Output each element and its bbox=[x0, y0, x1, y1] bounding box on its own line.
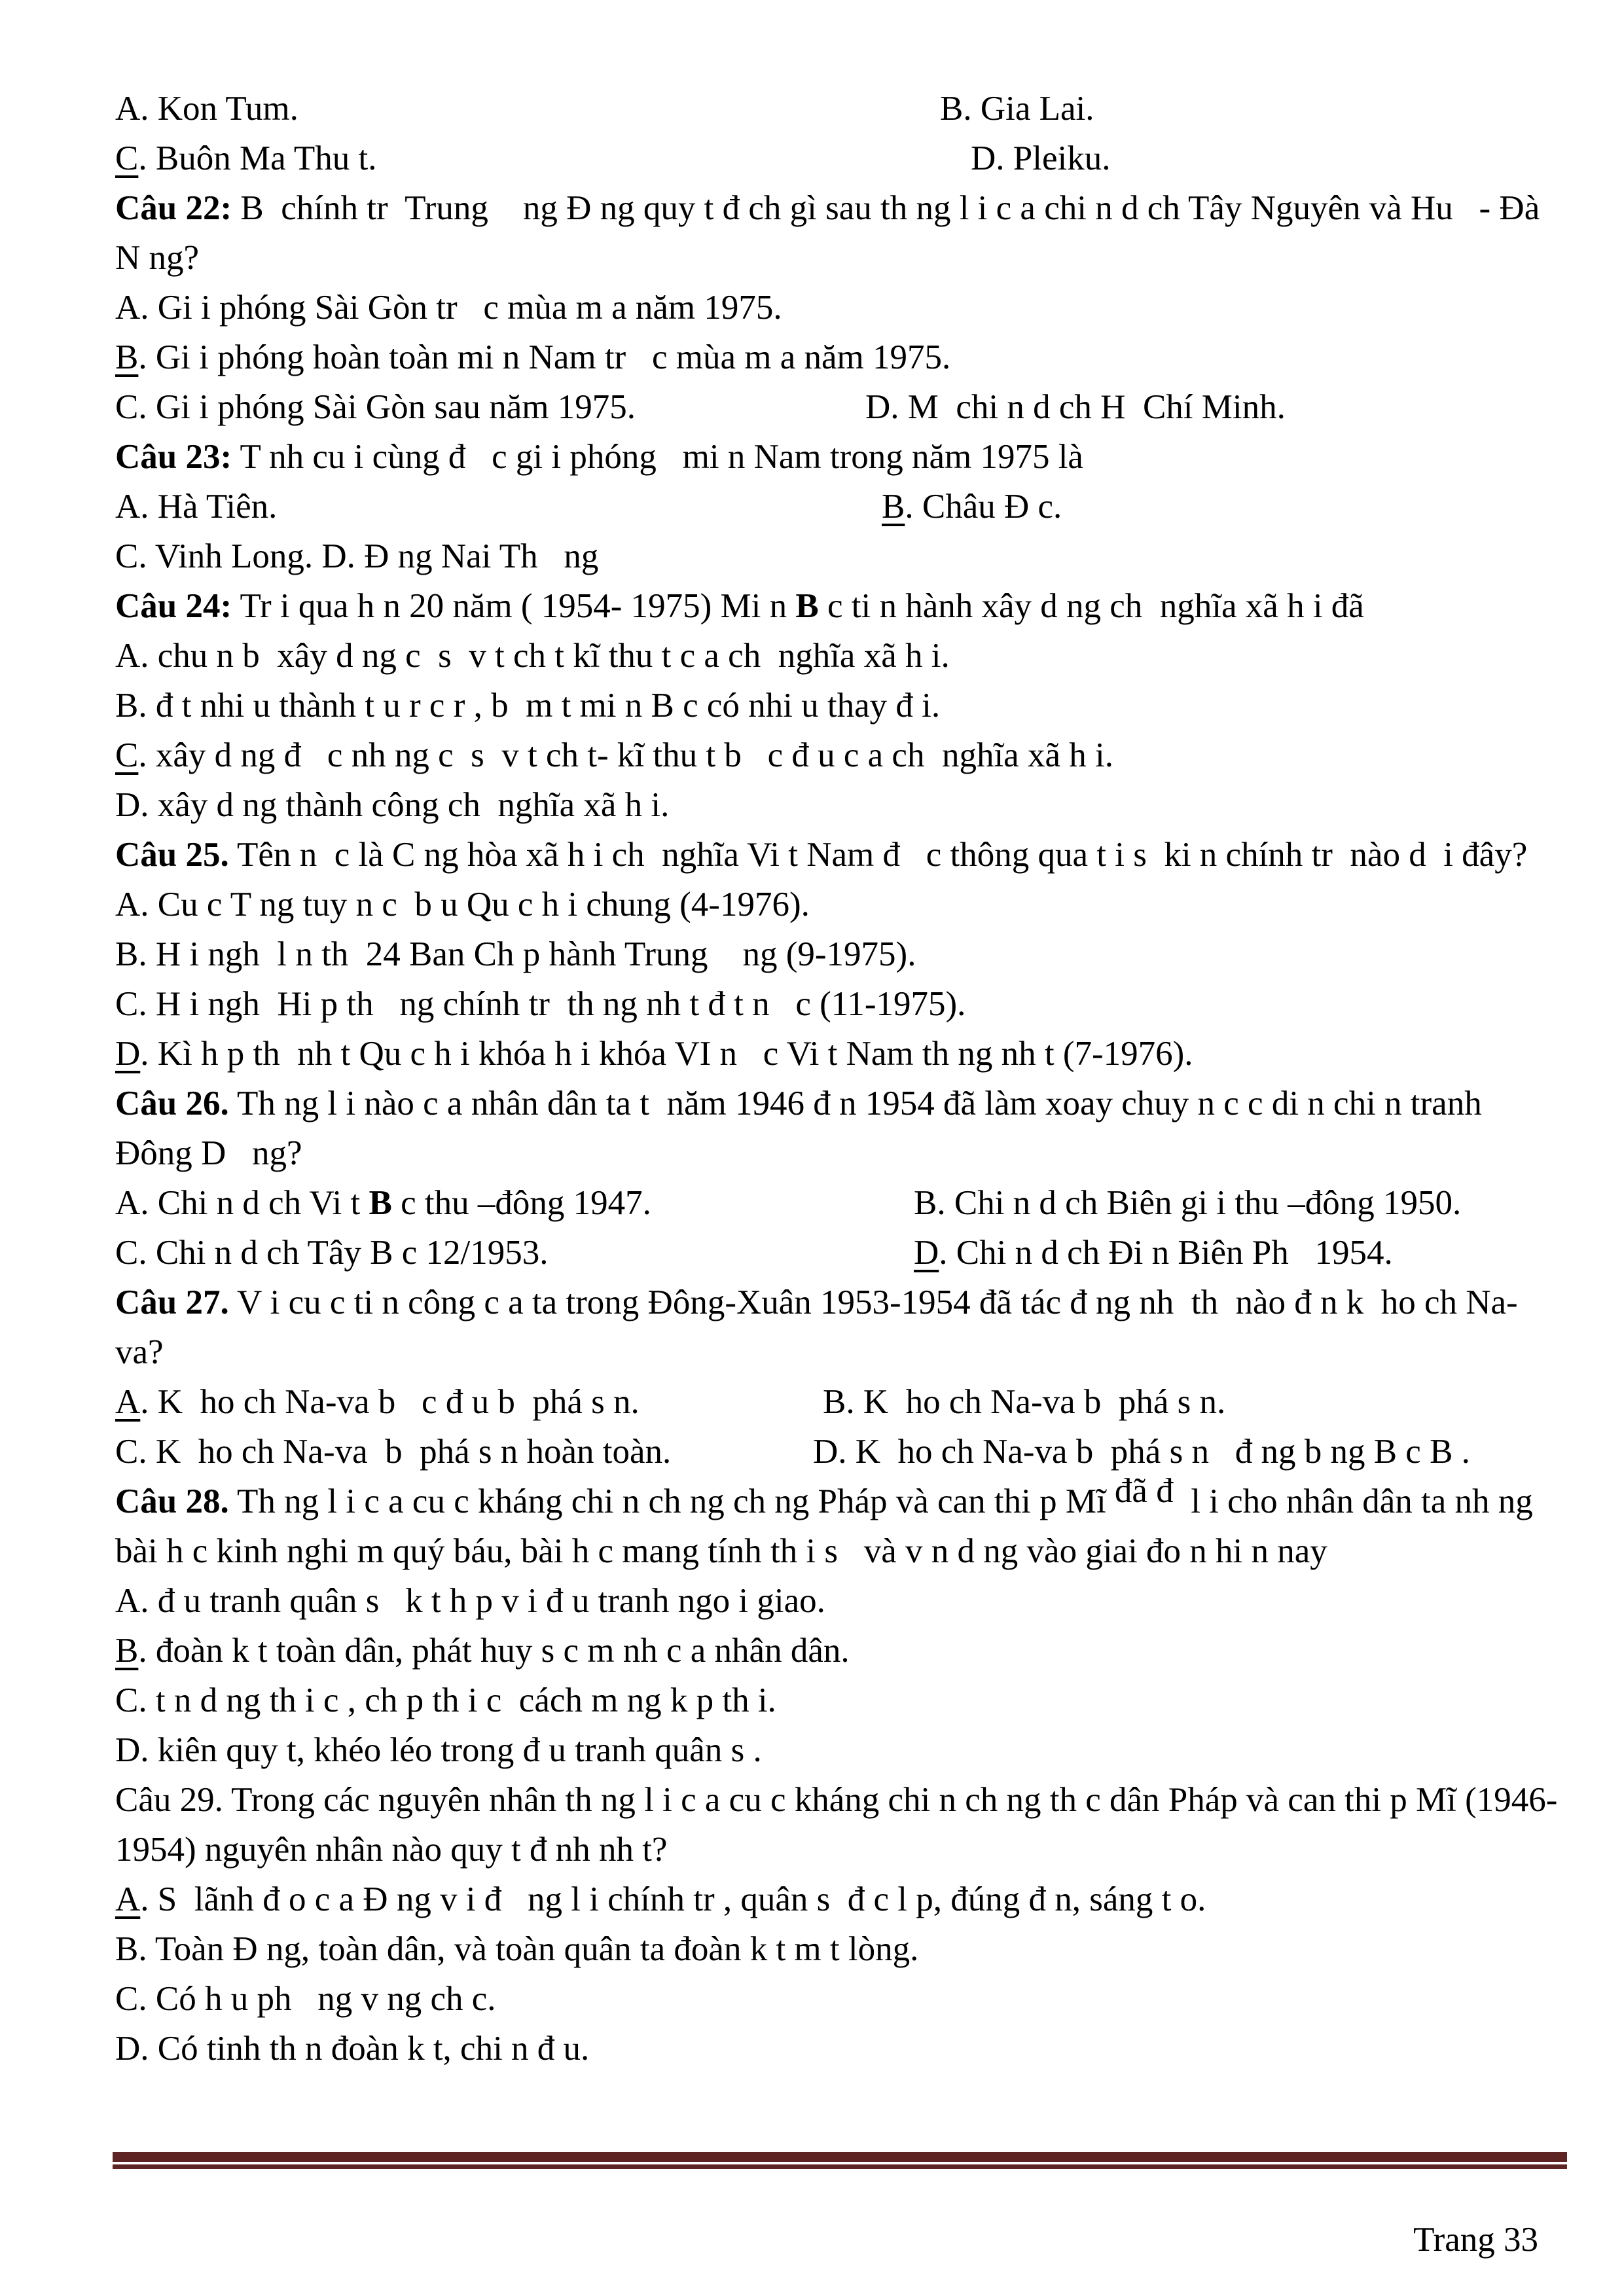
text-segment: l i cho nhân dân ta nh ng bbox=[1173, 1482, 1533, 1520]
text-segment: bài h c kinh nghi m quý báu, bài h c mang tính th i s và v n d ng vào giai đo n hi n nay bbox=[115, 1532, 1327, 1570]
text-line bbox=[115, 880, 1581, 929]
text-segment: A. Cu c T ng tuy n c b u Qu c h i chung (4-1976). bbox=[115, 886, 810, 924]
text-segment: C bbox=[115, 139, 139, 177]
text-line bbox=[115, 1128, 1581, 1178]
text-segment: B. Toàn Đ ng, toàn dân, và toàn quân ta đoàn k t m t lòng. bbox=[115, 1930, 919, 1968]
text-segment: A. chu n b xây d ng c s v t ch t kĩ thu t c a ch nghĩa xã h i. bbox=[115, 637, 950, 675]
text-line bbox=[115, 233, 1581, 283]
text-segment: A. Gi i phóng Sài Gòn tr c mùa m a năm 1975. bbox=[115, 289, 782, 327]
text-segment: A. Kon Tum. bbox=[115, 90, 298, 128]
text-line bbox=[115, 1874, 1581, 1924]
text-segment: Câu 23: bbox=[115, 438, 232, 476]
text-line bbox=[115, 979, 1581, 1029]
text-line bbox=[115, 1825, 1581, 1874]
text-segment: Câu 25. bbox=[115, 836, 229, 874]
text-line bbox=[115, 730, 1581, 780]
text-segment: C. Vinh Long. D. Đ ng Nai Th ng bbox=[115, 537, 599, 575]
option-row bbox=[115, 1427, 1581, 1477]
option-left bbox=[115, 388, 636, 426]
text-segment: Câu 27. bbox=[115, 1283, 229, 1321]
text-segment: C bbox=[115, 736, 139, 774]
option-row bbox=[115, 382, 1581, 432]
text-segment: D bbox=[115, 1035, 141, 1073]
option-left bbox=[115, 488, 277, 526]
text-segment: A bbox=[115, 1880, 141, 1918]
option-row bbox=[115, 1377, 1581, 1427]
text-segment: 1954) nguyên nhân nào quy t đ nh nh t? bbox=[115, 1831, 668, 1869]
text-line bbox=[115, 1676, 1581, 1725]
text-segment: Tr i qua h n 20 năm ( 1954- 1975) Mi n bbox=[232, 587, 796, 625]
text-segment: D. M chi n d ch H Chí Minh. bbox=[865, 388, 1286, 426]
text-segment: D bbox=[914, 1234, 939, 1272]
text-segment: C. Chi n d ch Tây B c 12/1953. bbox=[115, 1234, 549, 1272]
option-right bbox=[914, 1178, 1461, 1228]
text-line bbox=[115, 631, 1581, 681]
text-segment: T nh cu i cùng đ c gi i phóng mi n Nam trong năm 1975 là bbox=[232, 438, 1083, 476]
option-left bbox=[115, 139, 377, 177]
text-line bbox=[115, 1029, 1581, 1079]
option-right bbox=[914, 1228, 1393, 1278]
text-line bbox=[115, 332, 1581, 382]
text-segment: B. Gia Lai. bbox=[940, 90, 1094, 128]
text-segment: Câu 24: bbox=[115, 587, 232, 625]
option-right bbox=[940, 84, 1094, 134]
text-segment: Th ng l i nào c a nhân dân ta t năm 1946 đ n 1954 đã làm xoay chuy n c c di n chi n tranh bbox=[228, 1085, 1482, 1122]
text-line bbox=[115, 1725, 1581, 1775]
option-row bbox=[115, 482, 1581, 531]
text-line bbox=[115, 183, 1581, 233]
option-row bbox=[115, 84, 1581, 134]
text-segment: B. đ t nhi u thành t u r c r , b m t mi n B c có nhi u thay đ i. bbox=[115, 687, 941, 725]
text-line bbox=[115, 1576, 1581, 1626]
text-segment: C. Gi i phóng Sài Gòn sau năm 1975. bbox=[115, 388, 636, 426]
text-line bbox=[115, 780, 1581, 830]
text-segment: A. đ u tranh quân s k t h p v i đ u tranh ngo i giao. bbox=[115, 1582, 825, 1620]
text-segment: c thu –đông 1947. bbox=[391, 1184, 651, 1222]
option-right bbox=[971, 134, 1110, 183]
text-line bbox=[115, 581, 1581, 631]
option-left bbox=[115, 1184, 651, 1222]
option-right bbox=[813, 1427, 1470, 1477]
exam-question-text-block bbox=[115, 84, 1581, 2073]
text-line bbox=[115, 432, 1581, 482]
page-number: Trang 33 bbox=[1413, 2221, 1538, 2259]
text-segment: . đoàn k t toàn dân, phát huy s c m nh c a nhân dân. bbox=[138, 1632, 850, 1670]
text-segment: D. K ho ch Na-va b phá s n đ ng b ng B c B . bbox=[813, 1433, 1470, 1471]
text-segment: va? bbox=[115, 1333, 164, 1371]
text-segment: . S lãnh đ o c a Đ ng v i đ ng l i chính tr , quân s đ c l p, đúng đ n, sáng t o. bbox=[140, 1880, 1206, 1918]
text-line bbox=[115, 830, 1581, 880]
option-left bbox=[115, 1433, 671, 1471]
text-segment: Câu 28. bbox=[115, 1482, 229, 1520]
text-segment: . Gi i phóng hoàn toàn mi n Nam tr c mùa m a năm 1975. bbox=[138, 338, 951, 376]
option-left bbox=[115, 1234, 549, 1272]
text-line bbox=[115, 681, 1581, 730]
text-segment: Đông D ng? bbox=[115, 1134, 302, 1172]
text-segment: B bbox=[115, 1632, 139, 1670]
option-row bbox=[115, 134, 1581, 183]
text-line bbox=[115, 929, 1581, 979]
text-segment: C. H i ngh Hi p th ng chính tr th ng nh t đ t n c (11-1975). bbox=[115, 985, 966, 1023]
text-segment: Th ng l i c a cu c kháng chi n ch ng ch ng Pháp và can thi p Mĩ bbox=[228, 1482, 1115, 1520]
text-segment: . K ho ch Na-va b c đ u b phá s n. bbox=[140, 1383, 640, 1421]
text-line bbox=[115, 1327, 1581, 1377]
text-segment: A. Chi n d ch Vi t bbox=[115, 1184, 369, 1222]
text-segment: c ti n hành xây d ng ch nghĩa xã h i đã bbox=[818, 587, 1364, 625]
text-segment: . Kì h p th nh t Qu c h i khóa h i khóa VI n c Vi t Nam th ng nh t (7-1976). bbox=[140, 1035, 1193, 1073]
text-line bbox=[115, 1974, 1581, 2024]
footer-rule-thin bbox=[113, 2164, 1567, 2169]
text-segment: . Buôn Ma Thu t. bbox=[138, 139, 377, 177]
text-segment: B bbox=[882, 488, 905, 526]
text-segment: . Chi n d ch Đi n Biên Ph 1954. bbox=[939, 1234, 1393, 1272]
text-segment: . Châu Đ c. bbox=[905, 488, 1062, 526]
text-segment: B bbox=[369, 1184, 392, 1222]
text-segment: Câu 26. bbox=[115, 1085, 229, 1122]
option-right bbox=[823, 1377, 1225, 1427]
option-right bbox=[882, 482, 1062, 531]
option-row bbox=[115, 1178, 1581, 1228]
text-segment: C. Có h u ph ng v ng ch c. bbox=[115, 1980, 496, 2018]
footer-rule-thick bbox=[113, 2152, 1567, 2162]
text-segment: Câu 22: bbox=[115, 189, 232, 227]
text-line bbox=[115, 283, 1581, 332]
text-segment: B bbox=[795, 587, 819, 625]
text-segment: D. kiên quy t, khéo léo trong đ u tranh quân s . bbox=[115, 1731, 762, 1769]
text-segment: V i cu c ti n công c a ta trong Đông-Xuân 1953-1954 đã tác đ ng nh th nào đ n k ho ch Na- bbox=[228, 1283, 1518, 1321]
option-row bbox=[115, 1228, 1581, 1278]
text-line bbox=[115, 1526, 1581, 1576]
text-line bbox=[115, 2024, 1581, 2073]
text-segment: B bbox=[115, 338, 139, 376]
option-left bbox=[115, 1383, 640, 1421]
text-segment: A. Hà Tiên. bbox=[115, 488, 278, 526]
text-segment: đã đ bbox=[1114, 1472, 1174, 1510]
text-segment: C. t n d ng th i c , ch p th i c cách m ng k p th i. bbox=[115, 1681, 776, 1719]
text-segment: D. Pleiku. bbox=[971, 139, 1111, 177]
text-line bbox=[115, 531, 1581, 581]
text-segment: N ng? bbox=[115, 239, 200, 277]
text-segment: Tên n c là C ng hòa xã h i ch nghĩa Vi t Nam đ c thông qua t i s ki n chính tr nào d i đây? bbox=[228, 836, 1528, 874]
option-left bbox=[115, 90, 298, 128]
text-segment: B. K ho ch Na-va b phá s n. bbox=[823, 1383, 1226, 1421]
text-line bbox=[115, 1278, 1581, 1327]
text-line bbox=[115, 1472, 1581, 1526]
text-line bbox=[115, 1924, 1581, 1974]
text-segment: A bbox=[115, 1383, 141, 1421]
text-segment: C. K ho ch Na-va b phá s n hoàn toàn. bbox=[115, 1433, 672, 1471]
text-segment: B. Chi n d ch Biên gi i thu –đông 1950. bbox=[914, 1184, 1462, 1222]
text-segment: D. Có tinh th n đoàn k t, chi n đ u. bbox=[115, 2030, 590, 2068]
text-line bbox=[115, 1626, 1581, 1676]
text-segment: D. xây d ng thành công ch nghĩa xã h i. bbox=[115, 786, 670, 824]
text-segment: B. H i ngh l n th 24 Ban Ch p hành Trung ng (9-1975). bbox=[115, 935, 916, 973]
text-line bbox=[115, 1079, 1581, 1128]
text-segment: B chính tr Trung ng Đ ng quy t đ ch gì sau th ng l i c a chi n d ch Tây Nguyên và Hu - Đà bbox=[232, 189, 1540, 227]
text-line bbox=[115, 1775, 1581, 1825]
text-segment: Câu 29. Trong các nguyên nhân th ng l i c a cu c kháng chi n ch ng th c dân Pháp và can thi p Mĩ (1946- bbox=[115, 1781, 1558, 1819]
text-segment: . xây d ng đ c nh ng c s v t ch t- kĩ thu t b c đ u c a ch nghĩa xã h i. bbox=[138, 736, 1113, 774]
option-right bbox=[865, 382, 1286, 432]
